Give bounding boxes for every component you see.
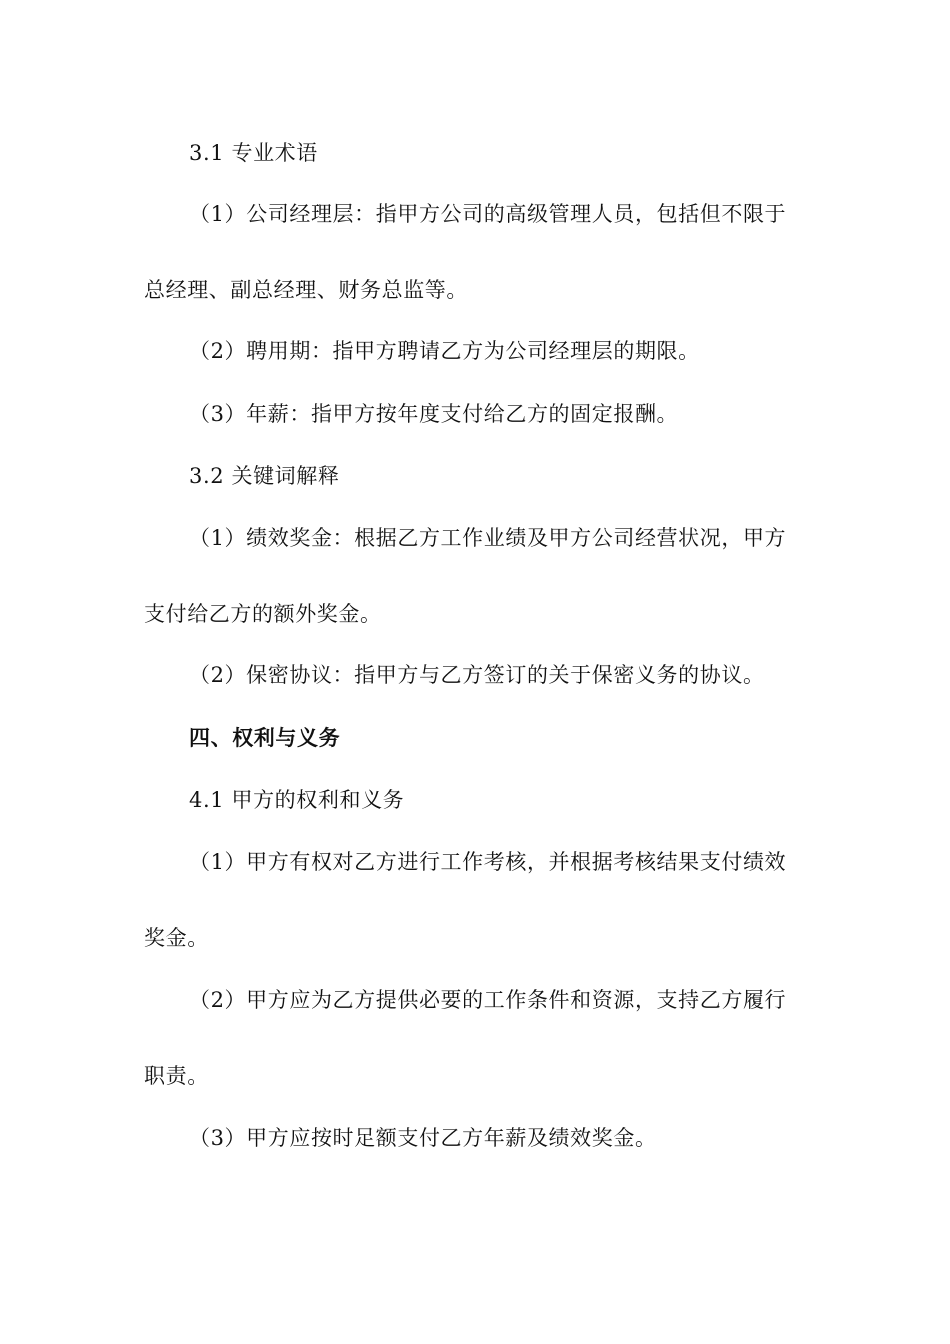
paragraph-line: 奖金。 — [144, 926, 209, 950]
paragraph-line: （2）甲方应为乙方提供必要的工作条件和资源，支持乙方履行 — [189, 988, 787, 1012]
paragraph-line: （2）聘用期：指甲方聘请乙方为公司经理层的期限。 — [189, 339, 700, 363]
paragraph-line: （3）年薪：指甲方按年度支付给乙方的固定报酬。 — [189, 402, 679, 426]
paragraph-line: （3）甲方应按时足额支付乙方年薪及绩效奖金。 — [189, 1126, 657, 1150]
paragraph-line: （2）保密协议：指甲方与乙方签订的关于保密义务的协议。 — [189, 663, 765, 687]
subsection-heading-3-2: 3.2 关键词解释 — [189, 464, 340, 488]
paragraph-line: 职责。 — [144, 1064, 209, 1088]
subsection-heading-3-1: 3.1 专业术语 — [189, 141, 318, 165]
subsection-heading-4-1: 4.1 甲方的权利和义务 — [189, 788, 405, 812]
paragraph-line: （1）甲方有权对乙方进行工作考核，并根据考核结果支付绩效 — [189, 850, 787, 874]
paragraph-line: （1）绩效奖金：根据乙方工作业绩及甲方公司经营状况，甲方 — [189, 526, 787, 550]
paragraph-line: 总经理、副总经理、财务总监等。 — [144, 278, 468, 302]
paragraph-line: （1）公司经理层：指甲方公司的高级管理人员，包括但不限于 — [189, 202, 787, 226]
section-heading-4: 四、权利与义务 — [189, 725, 341, 750]
paragraph-line: 支付给乙方的额外奖金。 — [144, 602, 382, 626]
